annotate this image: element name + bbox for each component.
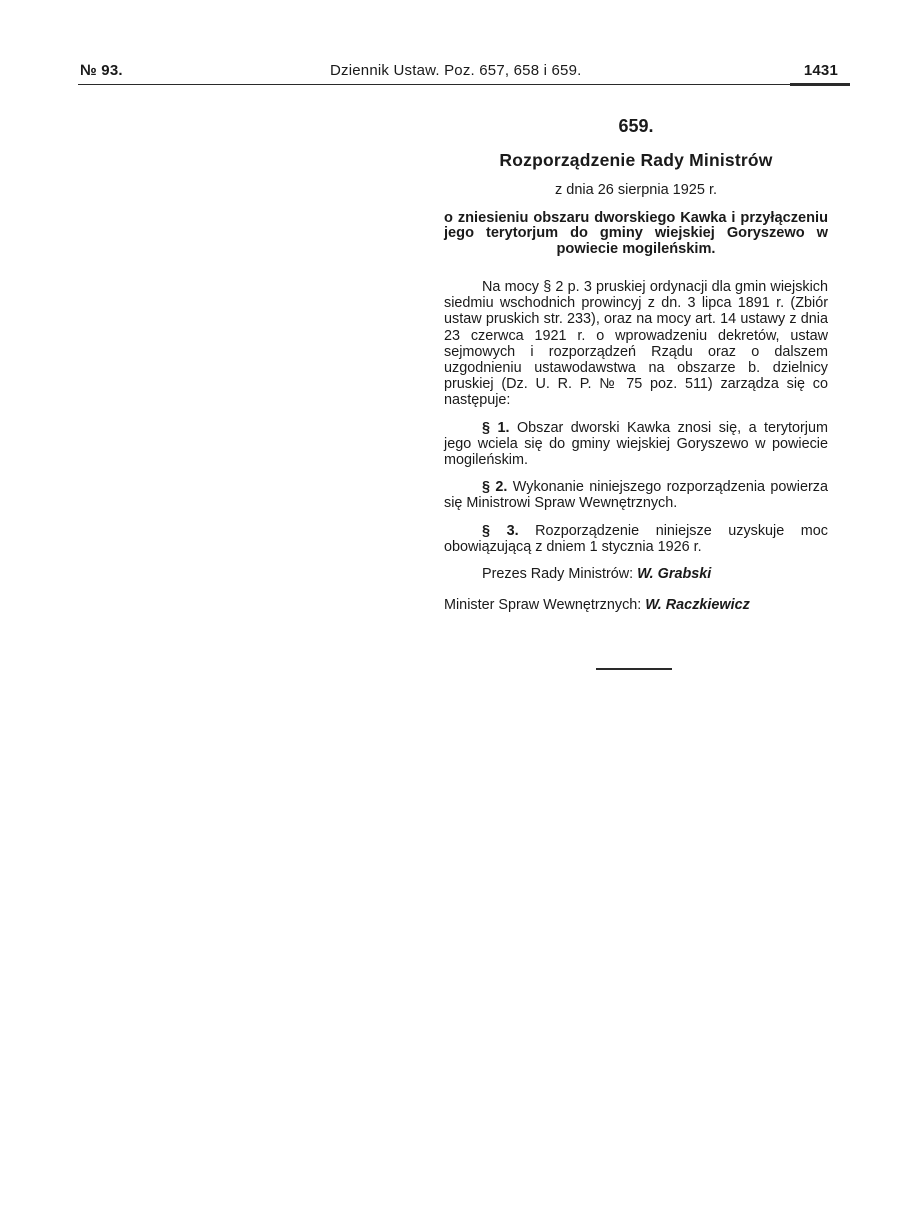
section-text: Wykonanie niniejszego rozporządzenia powierza się Ministrowi Spraw Wewnętrznych. (444, 479, 829, 512)
signature-name: W. Raczkiewicz (645, 597, 750, 614)
act-title: Rozporządzenie Rady Ministrów (499, 150, 773, 171)
act-number: 659. (618, 116, 654, 136)
signature-role: Prezes Rady Ministrów: (482, 566, 634, 583)
section-3 (444, 523, 828, 555)
signature-interior-minister (444, 597, 828, 613)
act-subject: o zniesieniu obszaru dworskiego Kawka i przyłączeniu jego terytorjum do gminy wiejskiej Goryszewo w powiecie mogileńskim. (444, 209, 828, 258)
header-rule-accent (790, 83, 850, 86)
act-column (444, 118, 828, 613)
section-text: Rozporządzenie niniejsze uzyskuje moc obowiązującą z dniem 1 stycznia 1926 r. (444, 522, 828, 555)
signature-name: W. Grabski (637, 566, 712, 583)
preamble: Na mocy § 2 p. 3 pruskiej ordynacji dla gmin wiejskich siedmiu wschodnich prowincyj z dn. 3 lipca 1891 r. (Zbiór ustaw pruskich str. 233), oraz na mocy art. 14 ustawy z dnia 23 czerwca 1921 r. o wprowadzeniu dekretów, ustaw sejmowych i rozporządzeń Rządu oraz o dalszem uzgodnieniu ustawodawstwa na obszarze b. dzielnicy pruskiej (Dz. U. R. P. № 75 poz. 511) zarządza się co następuje: (444, 279, 828, 409)
section-label: § 3. (482, 522, 519, 539)
section-label: § 2. (482, 479, 508, 496)
section-1 (444, 420, 828, 469)
journal-title: Dziennik Ustaw. Poz. 657, 658 i 659. (330, 62, 582, 79)
signature-role: Minister Spraw Wewnętrznych: (444, 597, 642, 614)
signature-prime-minister (444, 566, 828, 582)
section-text: Obszar dworski Kawka znosi się, a terytorjum jego wciela się do gminy wiejskiej Goryszewo w powiecie mogileńskim. (444, 419, 828, 469)
closing-rule (596, 668, 672, 670)
act-date: z dnia 26 sierpnia 1925 r. (554, 182, 718, 199)
section-2 (444, 479, 828, 511)
header-rule (78, 84, 850, 85)
running-header (80, 58, 840, 80)
page-number: 1431 (803, 62, 838, 79)
issue-number: № 93. (80, 62, 123, 79)
section-label: § 1. (482, 419, 510, 436)
